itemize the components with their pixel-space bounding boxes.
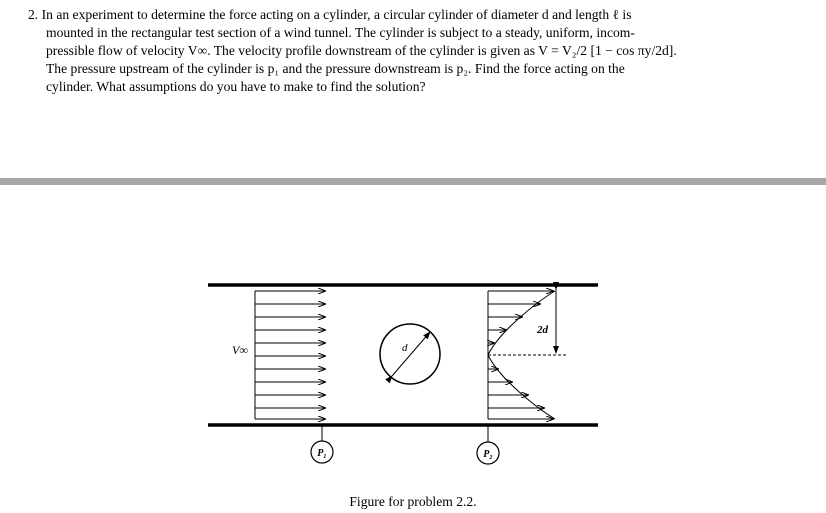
problem-line-3: pressible flow of velocity V∞. The velocity profile downstream of the cylinder is given as V = V₂/2 [1 − cos πy/2d]. <box>46 43 677 58</box>
dimension-2d-label: 2d <box>537 324 548 336</box>
upstream-velocity-profile <box>255 291 325 419</box>
velocity-label: V∞ <box>232 343 248 357</box>
problem-number: 2. <box>28 7 39 22</box>
problem-line-5: cylinder. What assumptions do you have to make to find the solution? <box>46 79 426 94</box>
p1-label: P₁ <box>317 448 327 459</box>
diameter-label: d <box>402 342 408 354</box>
p2-label: P₂ <box>483 449 493 460</box>
cylinder <box>380 324 440 384</box>
figure-caption: Figure for problem 2.2. <box>349 494 477 509</box>
problem-line-1: 2. In an experiment to determine the force acting on a cylinder, a circular cylinder of diameter d and length ℓ is <box>28 7 632 22</box>
problem-line-2: mounted in the rectangular test section of a wind tunnel. The cylinder is subject to a steady, uniform, incom- <box>46 25 635 40</box>
problem-line-4: The pressure upstream of the cylinder is p₁ and the pressure downstream is p₂. Find the force acting on the <box>46 61 625 76</box>
